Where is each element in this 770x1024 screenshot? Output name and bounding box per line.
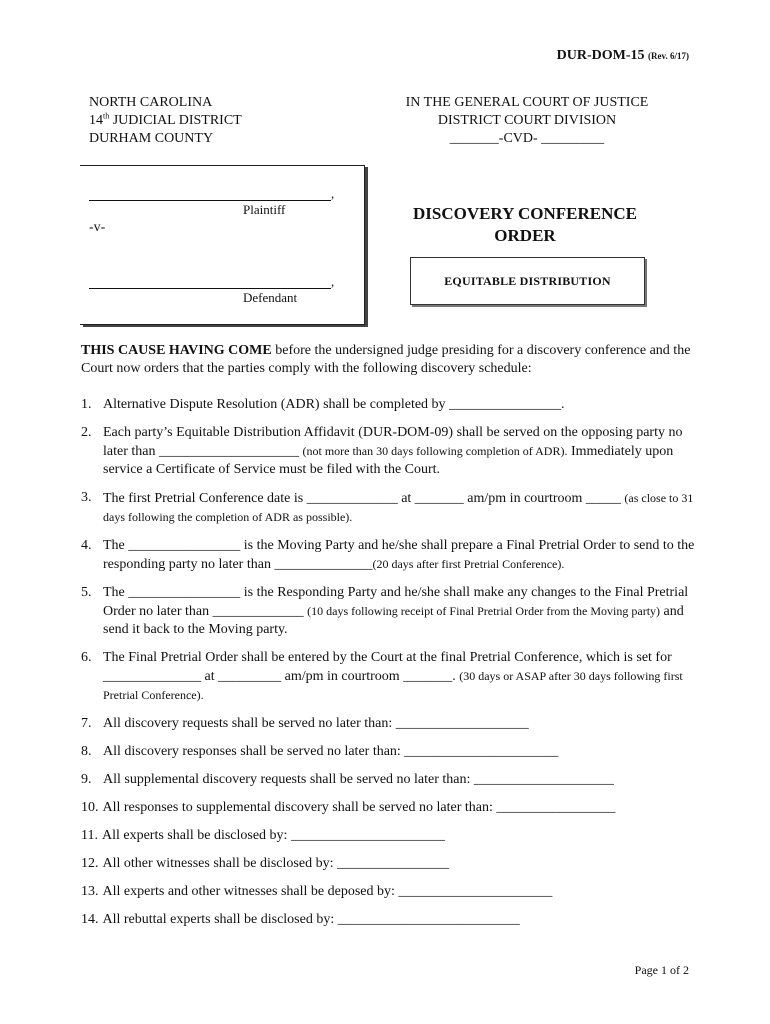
item-number: 4. [81, 538, 92, 553]
schedule-list [81, 396, 701, 939]
item-text-main: The Final Pretrial Order shall be entered by the Court at the final Pretrial Conference, which is set for ______________ at _________ am/pm in courtroom _______. [103, 650, 672, 684]
item-text[interactable] [103, 584, 701, 639]
item-number: 9. [81, 772, 92, 787]
item-text[interactable] [103, 489, 701, 527]
schedule-item [81, 883, 701, 901]
defendant-label: Defendant [243, 290, 298, 305]
item-text-tail: Immediately upon service a Certificate of Service must be filed with the Court. [103, 444, 674, 477]
defendant-comma: , [331, 274, 335, 289]
case-type-label: EQUITABLE DISTRIBUTION [444, 273, 611, 288]
item-text-note: (as close to 31 days following the completion of ADR as possible). [103, 491, 694, 524]
item-text-tail: and send it back to the Moving party. [103, 604, 684, 637]
intro-text: before the undersigned judge presiding for a discovery conference and the Court now orders that the parties comply with the following discovery schedule: [81, 343, 691, 376]
form-number: DUR-DOM-15 [556, 48, 645, 63]
court-location-header [89, 94, 242, 148]
division-line: DISTRICT COURT DIVISION [437, 113, 617, 128]
item-text[interactable]: All discovery requests shall be served no later than: ___________________ [103, 716, 529, 731]
court-line: IN THE GENERAL COURT OF JUSTICE [405, 95, 649, 110]
schedule-item [81, 584, 701, 639]
item-text-note: (10 days following receipt of Final Pretrial Order from the Moving party) [307, 604, 661, 618]
district-suffix: th [103, 111, 110, 121]
item-text-main: Each party’s Equitable Distribution Affidavit (DUR-DOM-09) shall be served on the opposing party no later than ____________________ [103, 425, 683, 459]
item-text-note: (30 days or ASAP after 30 days following first Pretrial Conference). [103, 669, 683, 702]
item-text[interactable]: All experts and other witnesses shall be deposed by: ______________________ [102, 884, 553, 899]
item-number: 3. [81, 490, 92, 505]
item-number: 6. [81, 650, 92, 665]
schedule-item [81, 771, 701, 789]
state-line: NORTH CAROLINA [89, 95, 213, 110]
item-text-main: The ________________ is the Responding Party and he/she shall make any changes to the Final Pretrial Order no later than _____________ [103, 585, 689, 619]
plaintiff-label: Plaintiff [243, 202, 286, 217]
item-text[interactable]: All supplemental discovery requests shall be served no later than: ____________________ [103, 772, 614, 787]
title-line-2: ORDER [494, 226, 556, 245]
defendant-name-line[interactable] [89, 288, 331, 289]
item-text-note: (20 days after first Pretrial Conference). [372, 557, 565, 571]
item-number: 12. [81, 856, 99, 871]
item-text[interactable]: All responses to supplemental discovery shall be served no later than: _________________ [102, 800, 616, 815]
item-number: 2. [81, 425, 92, 440]
schedule-item [81, 424, 701, 479]
item-number: 1. [81, 397, 92, 412]
form-id [0, 48, 689, 64]
item-text-main: The ________________ is the Moving Party and he/she shall prepare a Final Pretrial Order to send to the responding party no later than ______________ [103, 538, 695, 572]
schedule-item [81, 537, 701, 574]
item-text[interactable]: All other witnesses shall be disclosed by: ________________ [102, 856, 449, 871]
item-number: 13. [81, 884, 99, 899]
schedule-item [81, 799, 701, 817]
item-text[interactable]: All discovery responses shall be served no later than: ______________________ [103, 744, 559, 759]
item-text[interactable]: Alternative Dispute Resolution (ADR) shall be completed by ________________. [103, 397, 565, 412]
item-text[interactable] [103, 424, 701, 479]
item-number: 7. [81, 716, 92, 731]
court-division-header [387, 94, 667, 148]
item-text-main: The first Pretrial Conference date is _____________ at _______ am/pm in courtroom _____ [103, 491, 625, 506]
item-number: 8. [81, 744, 92, 759]
schedule-item [81, 743, 701, 761]
plaintiff-name-line[interactable] [89, 200, 331, 201]
district-number: 14 [89, 113, 103, 128]
case-number-line[interactable]: _______-CVD- _________ [449, 131, 605, 146]
county-line: DURHAM COUNTY [89, 131, 214, 146]
schedule-item [81, 827, 701, 845]
schedule-item [81, 489, 701, 527]
item-text[interactable] [103, 649, 701, 705]
versus-label: -v- [89, 220, 106, 235]
case-type-box [410, 257, 645, 305]
title-line-1: DISCOVERY CONFERENCE [412, 204, 638, 223]
item-number: 11. [81, 828, 98, 843]
item-number: 10. [81, 800, 99, 815]
intro-bold: THIS CAUSE HAVING COME [81, 343, 272, 358]
case-caption-box [80, 165, 365, 325]
schedule-item [81, 396, 701, 414]
schedule-item [81, 649, 701, 705]
item-text[interactable]: All rebuttal experts shall be disclosed by: __________________________ [102, 912, 520, 927]
item-text-note: (not more than 30 days following completion of ADR). [302, 444, 568, 458]
intro-paragraph [81, 342, 701, 378]
schedule-item [81, 855, 701, 873]
item-text[interactable]: All experts shall be disclosed by: ______________________ [101, 828, 445, 843]
form-revision: (Rev. 6/17) [648, 51, 689, 61]
document-title [390, 203, 660, 247]
item-number: 14. [81, 912, 99, 927]
item-text[interactable] [103, 537, 701, 574]
district-line [89, 112, 242, 130]
district-text: JUDICIAL DISTRICT [109, 113, 242, 128]
plaintiff-comma: , [331, 186, 335, 201]
schedule-item [81, 715, 701, 733]
schedule-item [81, 911, 701, 929]
item-number: 5. [81, 585, 92, 600]
page-number: Page 1 of 2 [634, 963, 689, 977]
